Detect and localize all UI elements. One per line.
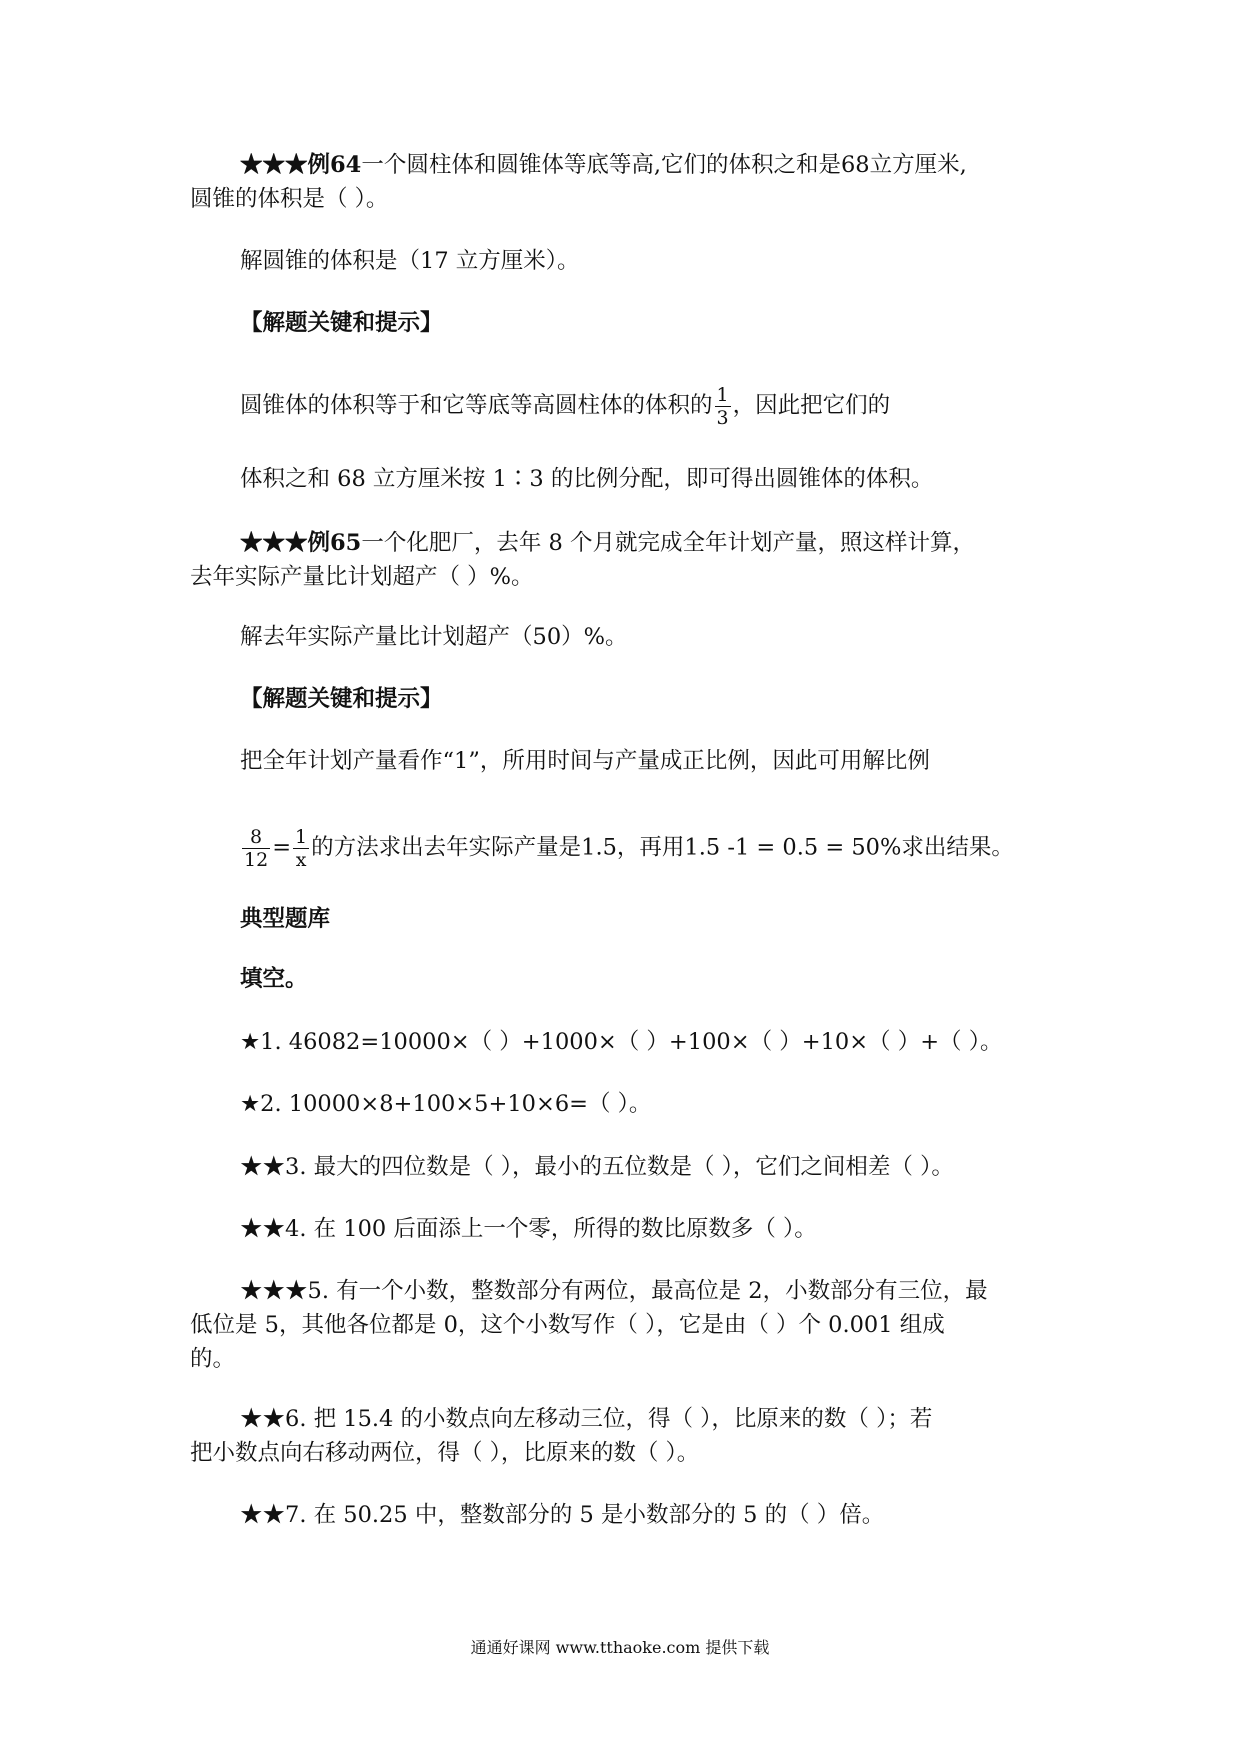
example-65-hint-title: 【解题关键和提示】 (240, 686, 443, 712)
example-65-label: 例65 (307, 530, 362, 556)
example-65-answer: 解去年实际产量比计划超产（50）%。 (240, 624, 628, 650)
example-65-hint-line1: 把全年计划产量看作“1”，所用时间与产量成正比例，因此可用解比例 (240, 748, 930, 774)
fraction-denominator: 12 (244, 849, 269, 871)
example-64-hint-line1 (240, 384, 890, 429)
fraction-one-third (715, 384, 731, 429)
fraction-numerator: 8 (242, 826, 270, 849)
exercise-1: ★1. 46082=10000×（ ）+1000×（ ）+100×（ ）+10×（ ）+（ ）。 (240, 1029, 1003, 1055)
example-64-label: 例64 (307, 152, 362, 178)
exercise-5-line3: 的。 (190, 1346, 236, 1372)
fraction-numerator: 1 (295, 826, 308, 848)
example-65-hint-line2 (240, 826, 1014, 871)
example-64-answer: 解圆锥的体积是（17 立方厘米）。 (240, 248, 580, 274)
section-title: 典型题库 (240, 906, 331, 932)
fraction-denominator: x (295, 849, 307, 871)
example-65-line2: 去年实际产量比计划超产（ ）%。 (190, 564, 534, 590)
example-64-hint-title: 【解题关键和提示】 (240, 310, 443, 336)
example-64-stars: ★★★ (240, 152, 308, 178)
fraction-eight-twelfths (242, 826, 270, 871)
example-65-line1 (240, 528, 975, 558)
example-64-line2: 圆锥的体积是（ ）。 (190, 186, 389, 212)
exercise-5-line2: 低位是 5，其他各位都是 0，这个小数写作（ ），它是由（ ）个 0.001 组成 (190, 1312, 945, 1338)
example-64-hint-text-before: 圆锥体的体积等于和它等底等高圆柱体的体积的 (240, 392, 713, 419)
exercise-6-line1: ★★6. 把 15.4 的小数点向左移动三位，得（ ），比原来的数（ ）；若 (240, 1406, 933, 1432)
example-64-hint-line2: 体积之和 68 立方厘米按 1∶3 的比例分配，即可得出圆锥体的体积。 (240, 466, 934, 492)
example-64-question: 一个圆柱体和圆锥体等底等高,它们的体积之和是68立方厘米, (361, 152, 967, 178)
page-footer: 通通好课网 www.tthaoke.com 提供下载 (470, 1638, 770, 1657)
exercise-4: ★★4. 在 100 后面添上一个零，所得的数比原数多（ ）。 (240, 1216, 817, 1242)
exercise-5-line1: ★★★5. 有一个小数，整数部分有两位，最高位是 2，小数部分有三位，最 (240, 1278, 988, 1304)
fraction-numerator: 1 (716, 384, 729, 406)
example-64-line1 (240, 150, 967, 180)
fraction-one-over-x (293, 826, 309, 871)
exercise-6-line2: 把小数点向右移动两位，得（ ），比原来的数（ ）。 (190, 1440, 700, 1466)
example-65-question: 一个化肥厂，去年 8 个月就完成全年计划产量，照这样计算， (361, 530, 975, 556)
equals-sign: = (272, 834, 292, 861)
exercise-7: ★★7. 在 50.25 中，整数部分的 5 是小数部分的 5 的（ ）倍。 (240, 1502, 885, 1528)
subsection-title: 填空。 (240, 966, 308, 992)
example-65-hint-text-after: 的方法求出去年实际产量是1.5，再用1.5 -1 = 0.5 = 50%求出结果。 (311, 834, 1014, 861)
example-65-stars: ★★★ (240, 530, 308, 556)
fraction-denominator: 3 (716, 407, 729, 429)
exercise-2: ★2. 10000×8+100×5+10×6=（ ）。 (240, 1091, 652, 1117)
exercise-3: ★★3. 最大的四位数是（ ），最小的五位数是（ ），它们之间相差（ ）。 (240, 1154, 954, 1180)
example-64-hint-text-after: ，因此把它们的 (732, 392, 891, 419)
